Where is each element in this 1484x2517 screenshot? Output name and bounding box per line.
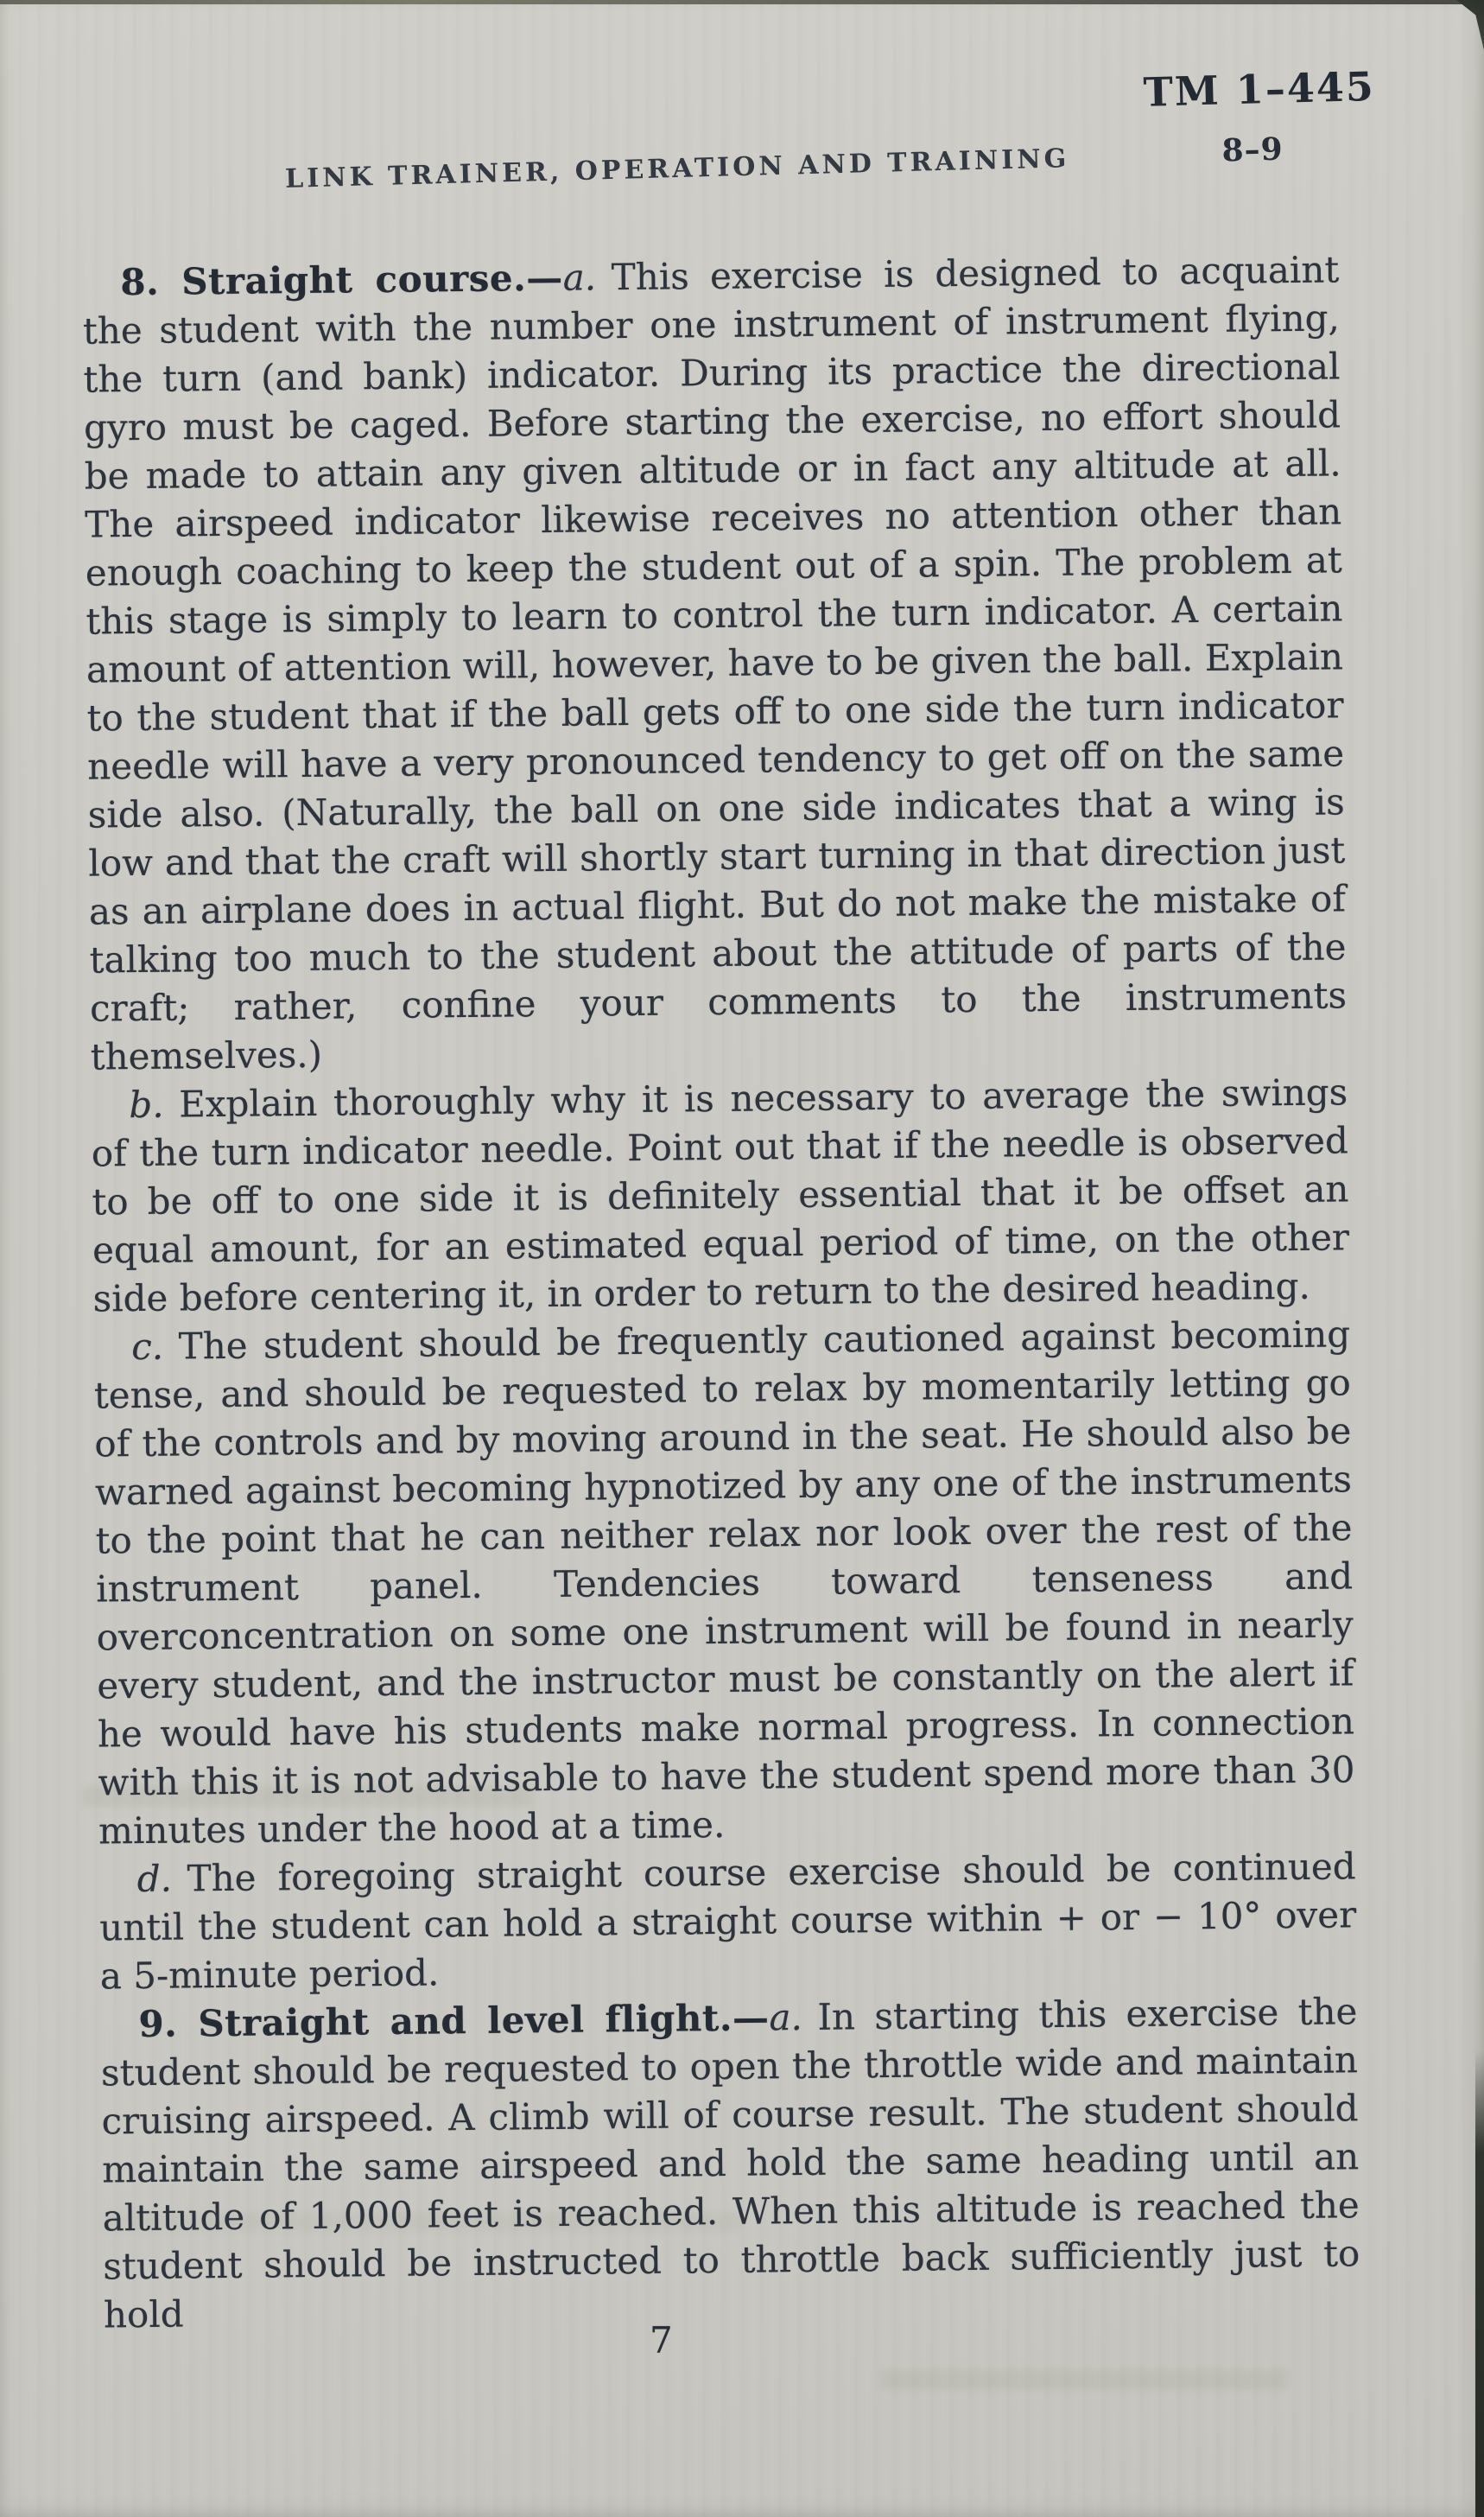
- paragraph-text: This exercise is designed to acquaint the student with the number one instrument of instrument flying, the turn (and bank) indicator. During its practice the directional gyro must be caged. Before starting the exercise, no effort should be made to attain any given altitude or in fact any altitude at all. The airspeed indicator likewise receives no attention other than enough coaching to keep the student out of a spin. The problem at this stage is simply to learn to control the turn indicator. A certain amount of attention will, however, have to be given the ball. Explain to the student that if the ball gets off to one side the turn indicator needle will have a very pronounced tendency to get off on the same side also. (Naturally, the ball on one side indicates that a wing is low and that the craft will shortly start turning in that direction just as an airplane does in actual flight. But do not make the mistake of talking too much to the student about the attitude of parts of the craft; rather, confine your comments to the instruments themselves.): [82, 248, 1348, 1078]
- paragraph-number-label: 8. Straight course.—: [120, 256, 563, 304]
- paragraph-letter-label: c.: [130, 1325, 164, 1369]
- paragraph-letter-label: a.: [562, 256, 597, 299]
- paragraph-8c: [93, 1310, 1355, 1855]
- paragraph-number-label: 9. Straight and level flight.—: [138, 1996, 770, 2046]
- doc-number: TM 1–445: [1142, 62, 1376, 116]
- paragraph-text: Explain thoroughly why it is necessary to average the swings of the turn indicator needle. Point out that if the needle is observed to be off to one side it is definitely essential that it be offset an equal amount, for an estimated equal period of time, on the other side before centering it, in order to return to the desired heading.: [91, 1071, 1350, 1320]
- paragraph-text: In starting this exercise the student should be requested to open the throttle wide and maintain cruising airspeed. A climb will of course result. The student should maintain the same airspeed and hold the same heading until an altitude of 1,000 feet is reached. When this altitude is reached the student should be instructed to throttle back sufficiently just to hold: [100, 1990, 1360, 2336]
- paragraph-8b: [91, 1068, 1350, 1323]
- paragraph-letter-label: a.: [769, 1996, 803, 2039]
- paragraph-letter-label: d.: [136, 1857, 173, 1901]
- paragraph-8d: [98, 1842, 1357, 2000]
- paragraph-text: The foregoing straight course exercise should be continued until the student can hold a straight course within + or − 10° over a 5-minute period.: [99, 1845, 1357, 1998]
- paragraph-text: The student should be frequently cautioned against becoming tense, and should be requested to relax by momentarily letting go of the controls and by moving around in the seat. He should also be warned against becoming hypnotized by any one of the instruments to the point that he can neither relax nor look over the rest of the instrument panel. Tendencies toward tenseness and overconcentration on some one instrument will be found in nearly every student, and the instructor must be constantly on the alert if he would have his students make normal progress. In connection with this it is not advisable to have the student spend more than 30 minutes under the hood at a time.: [93, 1313, 1355, 1853]
- page-header: [0, 0, 1484, 223]
- paragraph-8a: [82, 245, 1348, 1081]
- page-number: 7: [650, 2319, 673, 2361]
- running-title: LINK TRAINER, OPERATION AND TRAINING: [284, 143, 1070, 194]
- paragraph-9a: [100, 1987, 1360, 2339]
- scan-edge-right: [1475, 2050, 1484, 2517]
- paragraph-range-ref: 8–9: [1221, 130, 1284, 169]
- page-body: [82, 245, 1360, 2339]
- ghost-text-smudge: [881, 2369, 1287, 2390]
- paragraph-letter-label: b.: [129, 1083, 164, 1127]
